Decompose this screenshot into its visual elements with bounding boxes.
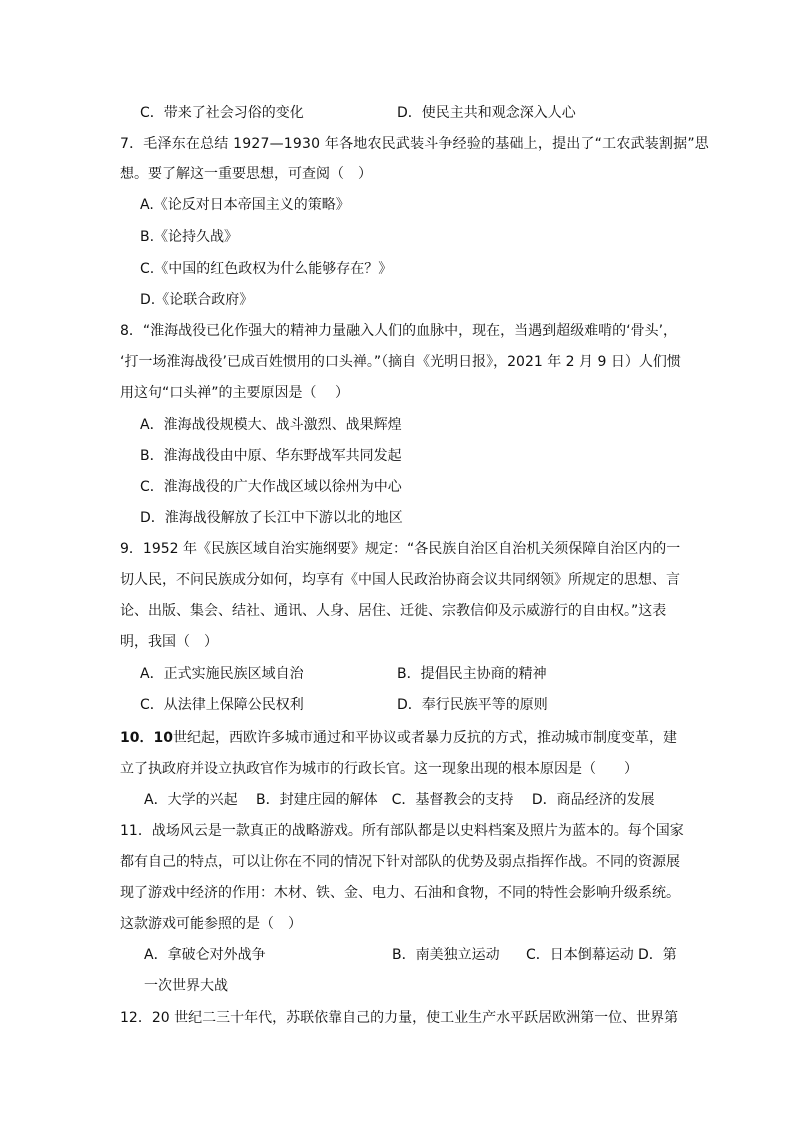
q11-stem-line-3: 现了游戏中经济的作用：木材、铁、金、电力、石油和食物，不同的特性会影响升级系统。 [120, 885, 680, 901]
q11-option-d-part-1: D．第 [638, 947, 677, 963]
q11-stem-line-4: 这款游戏可能参照的是（ ） [120, 916, 302, 932]
q7-option-a: A.《论反对日本帝国主义的策略》 [140, 197, 350, 213]
q11-stem-line-1: 11．战场风云是一款真正的战略游戏。所有部队都是以史料档案及照片为蓝本的。每个国家 [120, 823, 684, 839]
q10-stem-line-1 [120, 729, 677, 747]
q8-stem-line-3: 用这句“口头禅”的主要原因是（ ） [120, 385, 349, 401]
q11-option-d-part-2: 一次世界大战 [144, 978, 228, 994]
q6-option-c: C．带来了社会习俗的变化 [140, 105, 304, 121]
q11-option-b: B．南美独立运动 [392, 947, 500, 963]
q10-number: 10．10 [120, 730, 173, 746]
q9-option-c: C．从法律上保障公民权利 [140, 697, 304, 713]
q10-options: A．大学的兴起 B．封建庄园的解体 C．基督教会的支持 D．商品经济的发展 [144, 792, 655, 808]
q8-option-c: C．淮海战役的广大作战区域以徐州为中心 [140, 479, 402, 495]
q9-option-a: A．正式实施民族区域自治 [140, 666, 304, 682]
q7-option-b: B.《论持久战》 [140, 229, 239, 245]
q11-option-a: A．拿破仑对外战争 [144, 947, 266, 963]
q8-option-d: D．淮海战役解放了长江中下游以北的地区 [140, 510, 403, 526]
q12-stem-line-1: 12．20 世纪二三十年代，苏联依靠自己的力量，使工业生产水平跃居欧洲第一位、世界第 [120, 1010, 679, 1026]
q10-stem-line-2: 立了执政府并设立执政官作为城市的行政长官。这一现象出现的根本原因是（ ） [120, 761, 638, 777]
q11-stem-line-2: 都有自己的特点，可以让你在不同的情况下针对部队的优势及弱点指挥作战。不同的资源展 [120, 854, 680, 870]
q9-stem-line-4: 明，我国（ ） [120, 634, 218, 650]
q8-stem-line-2: ‘打一场淮海战役’已成百姓惯用的口头禅。”（摘自《光明日报》，2021 年 2 月 9 日）人们惯 [120, 354, 681, 370]
q8-stem-line-1: 8．“淮海战役已化作强大的精神力量融入人们的血脉中，现在，当遇到超级难啃的‘骨头’， [120, 323, 678, 339]
q9-option-b: B．提倡民主协商的精神 [397, 666, 547, 682]
q6-option-d: D．使民主共和观念深入人心 [397, 105, 576, 121]
q10-stem-text: 世纪起，西欧许多城市通过和平协议或者暴力反抗的方式，推动城市制度变革，建 [172, 730, 677, 746]
q7-stem-line-2: 想。要了解这一重要思想，可查阅（ ） [120, 166, 372, 182]
q11-option-c: C．日本倒幕运动 [526, 947, 634, 963]
q7-option-d: D.《论联合政府》 [140, 292, 254, 308]
q7-option-c: C.《中国的红色政权为什么能够存在？》 [140, 261, 393, 277]
q7-stem-line-1: 7．毛泽东在总结 1927—1930 年各地农民武装斗争经验的基础上，提出了“工农武装割据”思 [120, 136, 709, 152]
q9-option-d: D．奉行民族平等的原则 [397, 697, 548, 713]
q8-option-a: A．淮海战役规模大、战斗激烈、战果辉煌 [140, 417, 402, 433]
q9-stem-line-2: 切人民，不问民族成分如何，均享有《中国人民政治协商会议共同纲领》所规定的思想、言 [120, 572, 680, 588]
q9-stem-line-1: 9．1952 年《民族区域自治实施纲要》规定：“各民族自治区自治机关须保障自治区内的一 [120, 541, 681, 557]
q8-option-b: B．淮海战役由中原、华东野战军共同发起 [140, 448, 402, 464]
q9-stem-line-3: 论、出版、集会、结社、通讯、人身、居住、迁徙、宗教信仰及示威游行的自由权。”这表 [120, 603, 667, 619]
